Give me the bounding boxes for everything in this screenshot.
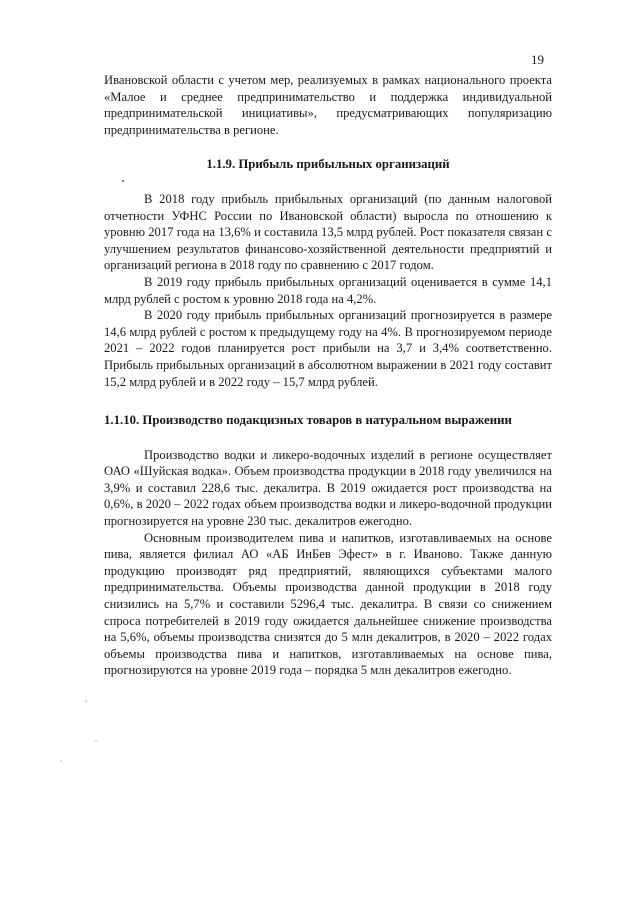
profit-paragraph-3: В 2020 году прибыль прибыльных организаций прогнозируется в размере 14,6 млрд рублей с ростом к предыдущему году на 4%. В прогнозируемом периоде 2021 – 2022 годов планируется рост прибыли на 3,7 и 3,4% соответственно. Прибыль прибыльных организаций в абсолютном выражении в 2021 году составит 15,2 млрд рублей и в 2022 году – 15,7 млрд рублей. [104,308,552,389]
excise-paragraph-2: Основным производителем пива и напитков, изготавливаемых на основе пива, является филиал АО «АБ ИнБев Эфест» в г. Иваново. Также данную продукцию производят ряд предприятий, являющихся субъектами малого предпринимательства. Объемы производства данной продукции в 2018 году снизились на 5,7% и составили 5296,4 тыс. декалитра. В связи со снижением спроса потребителей в 2019 году ожидается дальнейшее снижение производства на 5,6%, объемы производства снизятся до 5 млн декалитров, в 2020 – 2022 годах объемы производства пива и напитков, изготавливаемых на основе пива, прогнозируются на уровне 2019 года – порядка 5 млн декалитров ежегодно. [104,530,552,678]
intro-paragraph: Ивановской области с учетом мер, реализуемых в рамках национального проекта «Малое и среднее предпринимательство и поддержка индивидуальной предпринимательской инициативы», предусматривающих популяризацию предпринимательства в регионе. [104,73,552,137]
scan-speck [85,700,87,702]
section-heading-profit: 1.1.9. Прибыль прибыльных организаций [206,157,450,172]
section-heading-excise: 1.1.10. Производство подакцизных товаров в натуральном выражении [104,413,512,428]
scan-speck [60,760,62,762]
page-content [104,72,552,679]
excise-paragraph-1: Производство водки и ликеро-водочных изделий в регионе осуществляет ОАО «Шуйская водка». Объем производства продукции в 2018 году увеличился на 3,9% и составил 228,6 тыс. декалитра. В 2019 ожидается рост производства на 0,6%, в 2020 – 2022 годах объем производства водки и ликеро-водочной продукции прогнозируется на уровне 230 тыс. декалитров ежегодно. [104,447,552,529]
profit-paragraph-2: В 2019 году прибыль прибыльных организаций оценивается в сумме 14,1 млрд рублей с ростом к уровню 2018 года на 4,2%. [104,274,552,306]
page-number: 19 [531,52,544,67]
scan-speck [122,180,124,182]
scan-speck [95,740,97,742]
profit-paragraph-1: В 2018 году прибыль прибыльных организаций (по данным налоговой отчетности УФНС России по Ивановской области) выросла по отношению к уровню 2017 года на 13,6% и составила 13,5 млрд рублей. Рост показателя связан с улучшением результатов финансово-хозяйственной деятельности предприятий и организаций региона в 2018 году по сравнению с 2017 годом. [104,191,552,273]
